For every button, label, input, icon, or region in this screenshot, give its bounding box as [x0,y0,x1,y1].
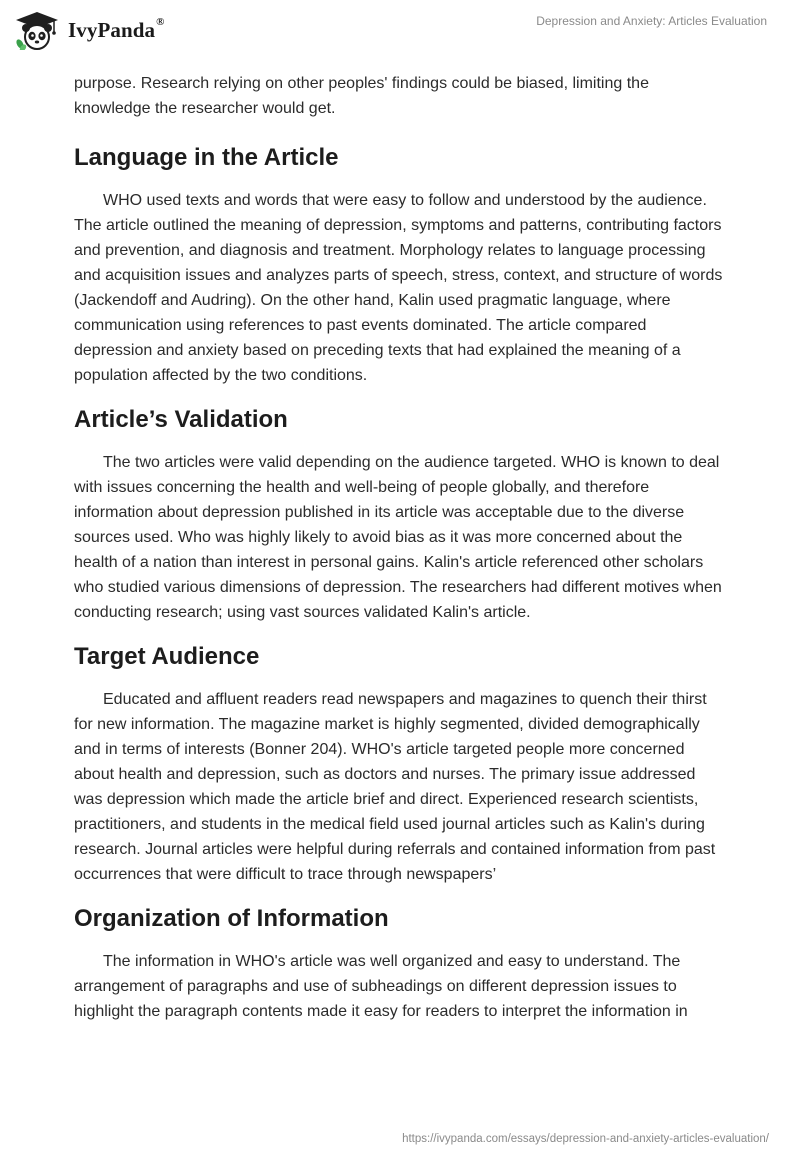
section-heading-language: Language in the Article [74,144,339,171]
document-title: Depression and Anxiety: Articles Evaluation [536,14,767,28]
registered-mark: ® [156,15,165,28]
intro-paragraph-tail: purpose. Research relying on other peoples' findings could be biased, limiting the knowledge the researcher would get. [74,75,649,117]
section-body-validation: The two articles were valid depending on the audience targeted. WHO is known to deal with issues concerning the health and well-being of people globally, and therefore information about depression published in its article was acceptable due to the diverse sources used. Who was highly likely to avoid bias as it was more concerned about the health of a nation than interest in personal gains. Kalin's article referenced other scholars who studied various dimensions of depression. The researchers had different motives when conducting research; using vast sources validated Kalin's article. [74,454,722,621]
essay-body [74,70,726,1024]
source-url-link[interactable]: https://ivypanda.com/essays/depression-and-anxiety-articles-evaluation/ [402,1133,769,1145]
section-heading-organization: Organization of Information [74,905,389,932]
section-heading-validation: Article’s Validation [74,406,288,433]
section-body-organization: The information in WHO's article was well organized and easy to understand. The arrangement of paragraphs and use of subheadings on different depression issues to highlight the paragraph contents made it easy for readers to interpret the information in [74,953,688,1020]
panda-mascot-icon [14,10,60,50]
brand-name [68,15,165,43]
page-header [0,0,800,64]
section-body-audience: Educated and affluent readers read newspapers and magazines to quench their thirst for new information. The magazine market is highly segmented, divided demographically and in terms of interests (Bonner 204). WHO's article targeted people more concerned about health and depression, such as doctors and nurses. The primary issue addressed was depression which made the article brief and direct. Experienced research scientists, practitioners, and students in the medical field used journal articles such as Kalin's during research. Journal articles were helpful during referrals and contained information from past occurrences that were difficult to trace through newspapers’ [74,691,716,883]
section-heading-audience: Target Audience [74,643,260,670]
brand-text: IvyPanda [68,17,156,42]
ivypanda-logo[interactable] [14,10,165,50]
section-body-language: WHO used texts and words that were easy to follow and understood by the audience. The article outlined the meaning of depression, symptoms and patterns, contributing factors and prevention, and diagnosis and treatment. Morphology relates to language processing and acquisition issues and analyzes parts of speech, stress, context, and structure of words (Jackendoff and Audring). On the other hand, Kalin used pragmatic language, where communication using references to past events dominated. The article compared depression and anxiety based on preceding texts that had explained the meaning of a population affected by the two conditions. [74,192,723,384]
